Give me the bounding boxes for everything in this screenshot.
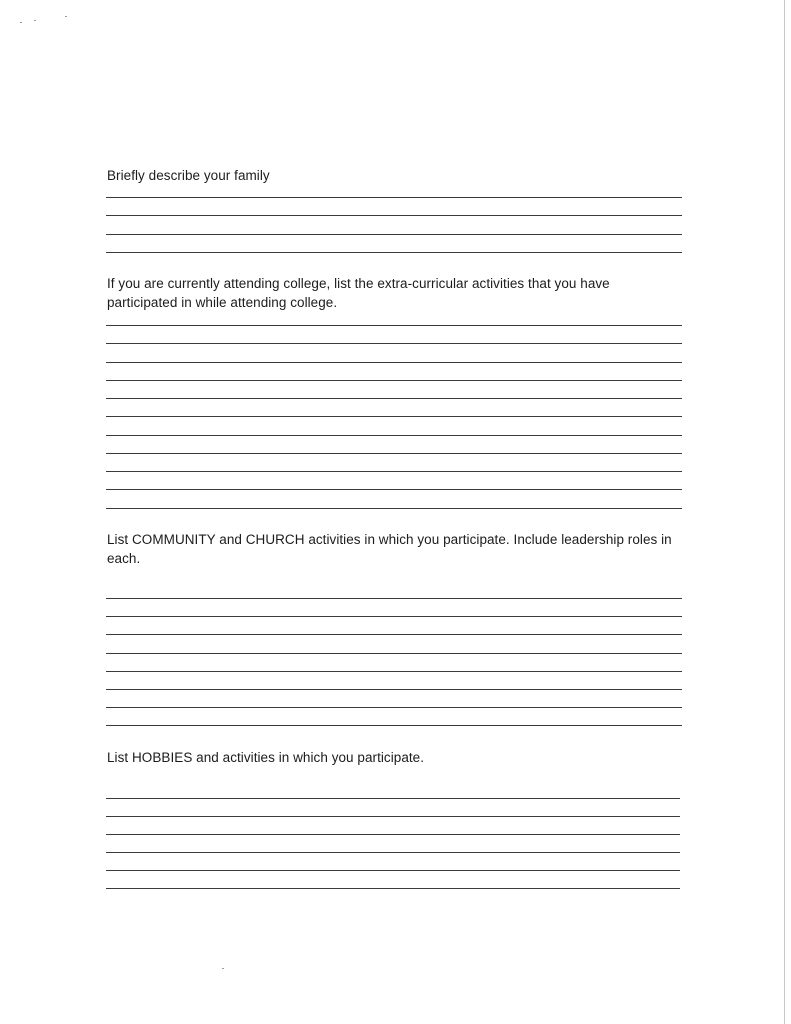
answer-line[interactable] (106, 852, 680, 853)
answer-line[interactable] (106, 653, 682, 654)
answer-line[interactable] (106, 362, 682, 363)
answer-line[interactable] (106, 725, 682, 726)
scan-speck (20, 22, 22, 23)
answer-line[interactable] (106, 508, 682, 509)
answer-line[interactable] (106, 215, 682, 216)
question-college-activities: If you are currently attending college, list the extra-curricular activities that you have participated in while attending college. (107, 276, 610, 310)
answer-line[interactable] (106, 252, 682, 253)
scan-speck (34, 20, 36, 21)
answer-line[interactable] (106, 689, 682, 690)
answer-line[interactable] (106, 471, 682, 472)
question-hobbies: List HOBBIES and activities in which you participate. (107, 750, 425, 765)
answer-line[interactable] (106, 325, 682, 326)
answer-line[interactable] (106, 380, 682, 381)
answer-line[interactable] (106, 234, 682, 235)
page-edge (784, 0, 785, 1024)
answer-line[interactable] (106, 197, 682, 198)
scan-speck (65, 16, 67, 17)
answer-line[interactable] (106, 435, 682, 436)
answer-line[interactable] (106, 870, 680, 871)
answer-line[interactable] (106, 816, 680, 817)
question-community-church: List COMMUNITY and CHURCH activities in which you participate. Include leadership roles in each. (107, 532, 672, 566)
answer-line[interactable] (106, 834, 680, 835)
answer-line[interactable] (106, 416, 682, 417)
question-family: Briefly describe your family (107, 168, 270, 183)
answer-line[interactable] (106, 707, 682, 708)
answer-line[interactable] (106, 798, 680, 799)
answer-line[interactable] (106, 671, 682, 672)
answer-line[interactable] (106, 888, 680, 889)
answer-line[interactable] (106, 616, 682, 617)
answer-line[interactable] (106, 398, 682, 399)
answer-line[interactable] (106, 489, 682, 490)
scan-speck (222, 968, 224, 969)
answer-line[interactable] (106, 453, 682, 454)
answer-line[interactable] (106, 634, 682, 635)
answer-line[interactable] (106, 598, 682, 599)
answer-line[interactable] (106, 343, 682, 344)
